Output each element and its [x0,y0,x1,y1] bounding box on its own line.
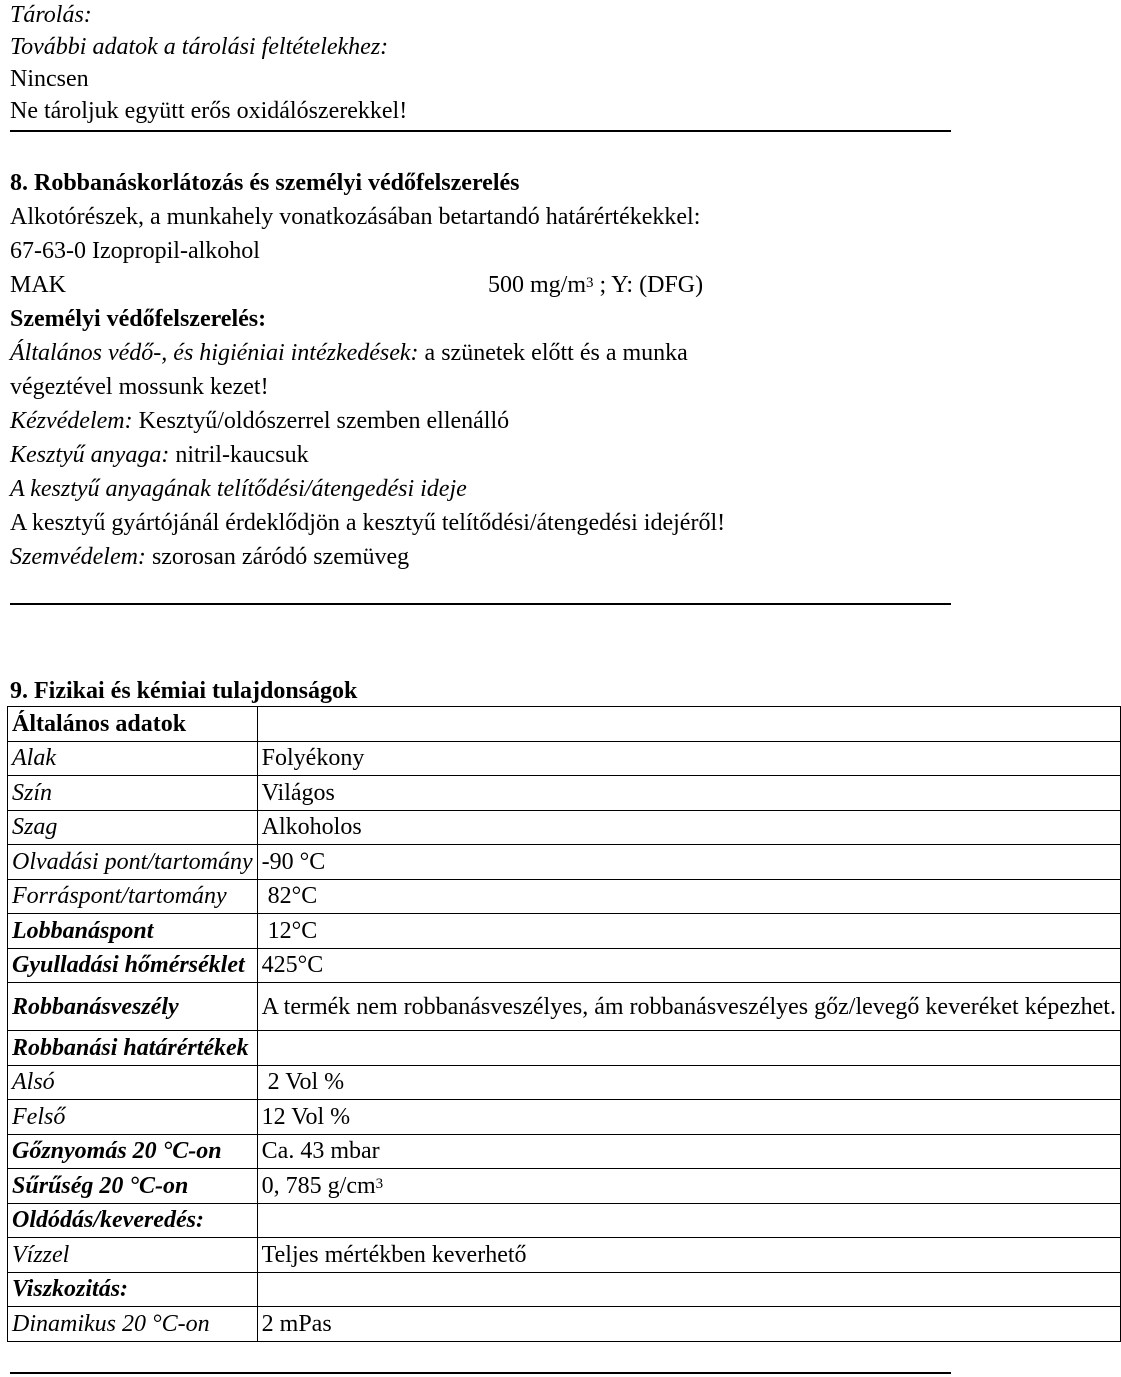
property-label: Dinamikus 20 °C-on [8,1307,258,1342]
property-value [257,1031,1120,1066]
property-label: Szín [8,776,258,811]
table-row [8,914,1121,949]
general-measures: Általános védő-, és higiéniai intézkedések: a szünetek előtt és a munka [10,340,688,366]
table-row [8,1100,1121,1135]
table-row [8,1272,1121,1307]
property-label: Sűrűség 20 °C-on [8,1169,258,1204]
property-value: A termék nem robbanásveszélyes, ám robbanásveszélyes gőz/levegő keveréket képezhet. [257,983,1120,1031]
property-label: Általános adatok [8,707,258,742]
divider [10,130,951,132]
property-value: 82°C [257,879,1120,914]
property-label: Gőznyomás 20 °C-on [8,1134,258,1169]
table-row [8,1134,1121,1169]
table-row [8,948,1121,983]
mak-label: MAK [10,272,67,298]
property-value: 2 Vol % [257,1065,1120,1100]
property-label: Gyulladási hőmérséklet [8,948,258,983]
property-value: 425°C [257,948,1120,983]
property-label: Olvadási pont/tartomány [8,845,258,880]
table-row [8,845,1121,880]
property-label: Forráspont/tartomány [8,879,258,914]
substance: 67-63-0 Izopropil-alkohol [10,238,260,264]
table-row [8,776,1121,811]
property-label: Viszkozitás: [8,1272,258,1307]
breakthrough-label: A kesztyű anyagának telítődési/átengedési ideje [10,476,467,502]
table-row [8,1065,1121,1100]
property-value-sup: 3 [375,1175,384,1192]
property-value [257,1169,1120,1204]
table-row [8,1031,1121,1066]
general-measures-cont: végeztével mossunk kezet! [10,374,269,400]
table-row [8,707,1121,742]
breakthrough-text: A kesztyű gyártójánál érdeklődjön a kesztyű telítődési/átengedési idejéről! [10,510,726,536]
property-value: 2 mPas [257,1307,1120,1342]
hand-protection: Kézvédelem: Kesztyű/oldószerrel szemben ellenálló [10,408,510,434]
property-value: Világos [257,776,1120,811]
property-value: -90 °C [257,845,1120,880]
ppe-title: Személyi védőfelszerelés: [10,306,267,332]
property-value: Folyékony [257,741,1120,776]
property-value: 12°C [257,914,1120,949]
property-label: Szag [8,810,258,845]
property-label: Lobbanáspont [8,914,258,949]
property-value: Ca. 43 mbar [257,1134,1120,1169]
table-row [8,1307,1121,1342]
property-label: Robbanási határértékek [8,1031,258,1066]
divider [10,1372,951,1374]
property-value [257,707,1120,742]
property-label: Robbanásveszély [8,983,258,1031]
table-row [8,1203,1121,1238]
divider [10,603,951,605]
table-row [8,983,1121,1031]
properties-table [7,706,1121,1342]
property-value: Alkoholos [257,810,1120,845]
storage-further-label: További adatok a tárolási feltételekhez: [10,34,389,60]
mak-value: 500 $mg/m^3$ ; Y: (DFG) [488,272,704,298]
table-row [8,1238,1121,1273]
property-label: Vízzel [8,1238,258,1273]
table-row [8,879,1121,914]
components-label: Alkotórészek, a munkahely vonatkozásában betartandó határértékekkel: [10,204,701,230]
property-value-text: 0, 785 g/cm [261,1172,376,1199]
storage-none: Nincsen [10,66,89,92]
section-9-title: 9. Fizikai és kémiai tulajdonságok [10,678,358,704]
property-value [257,1272,1120,1307]
property-value: 12 Vol % [257,1100,1120,1135]
glove-material: Kesztyű anyaga: nitril-kaucsuk [10,442,309,468]
section-8-title: 8. Robbanáskorlátozás és személyi védőfelszerelés [10,170,520,196]
table-row [8,1169,1121,1204]
property-label: Oldódás/keveredés: [8,1203,258,1238]
storage-title: Tárolás: [10,2,92,28]
table-row [8,741,1121,776]
table-row [8,810,1121,845]
storage-warning: Ne tároljuk együtt erős oxidálószerekkel! [10,98,408,124]
property-value [257,1203,1120,1238]
property-label: Alak [8,741,258,776]
eye-protection: Szemvédelem: szorosan záródó szemüveg [10,544,410,570]
property-label: Felső [8,1100,258,1135]
property-value: Teljes mértékben keverhető [257,1238,1120,1273]
property-label: Alsó [8,1065,258,1100]
